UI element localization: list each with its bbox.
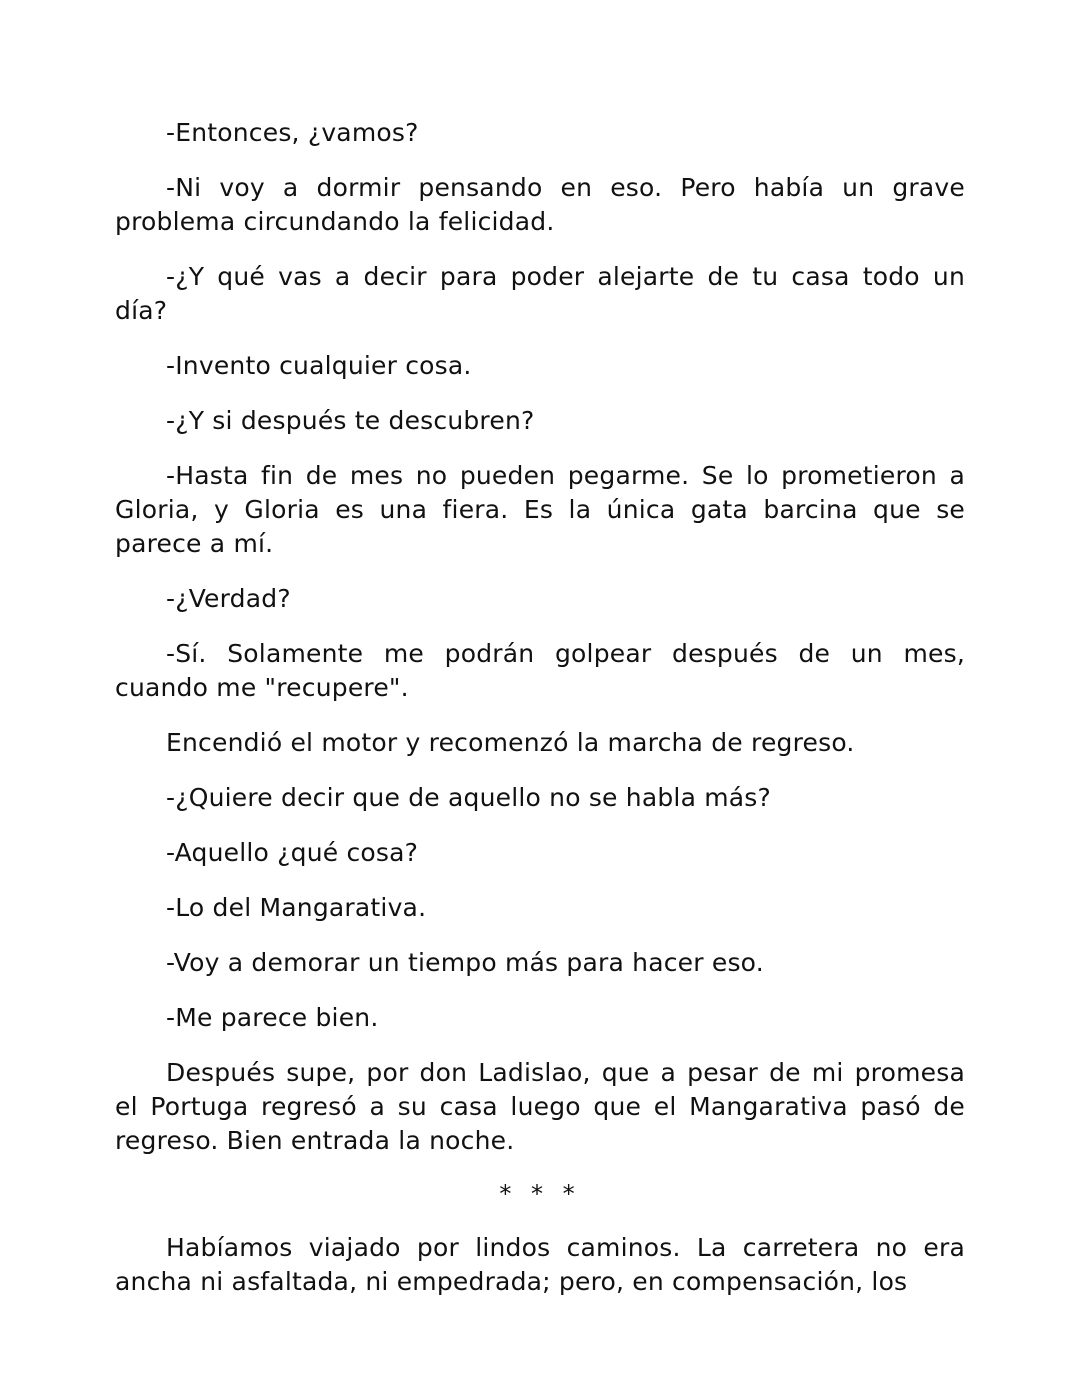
paragraph: -Invento cualquier cosa.	[166, 351, 472, 380]
paragraph: -¿Quiere decir que de aquello no se habla más?	[166, 783, 772, 812]
paragraph: -Ni voy a dormir pensando en eso. Pero había un grave problema circundando la felicidad.	[115, 173, 965, 236]
paragraph: Habíamos viajado por lindos caminos. La carretera no era ancha ni asfaltada, ni empedrada; pero, en compensación, los	[115, 1233, 965, 1296]
paragraph: -Sí. Solamente me podrán golpear después de un mes, cuando me "recupere".	[115, 639, 965, 702]
document-page	[115, 116, 965, 1320]
section-separator: * * *	[499, 1180, 581, 1208]
paragraph: -Voy a demorar un tiempo más para hacer eso.	[166, 948, 764, 977]
paragraph: Encendió el motor y recomenzó la marcha de regreso.	[166, 728, 855, 757]
paragraph: -Me parece bien.	[166, 1003, 379, 1032]
paragraph: -¿Y qué vas a decir para poder alejarte de tu casa todo un día?	[115, 262, 965, 325]
paragraph: -Entonces, ¿vamos?	[166, 118, 419, 147]
paragraph: -¿Y si después te descubren?	[166, 406, 535, 435]
paragraph: -Lo del Mangarativa.	[166, 893, 427, 922]
paragraph: -Aquello ¿qué cosa?	[166, 838, 419, 867]
paragraph: -Hasta fin de mes no pueden pegarme. Se lo prometieron a Gloria, y Gloria es una fiera. Es la única gata barcina que se parece a mí.	[115, 461, 965, 558]
paragraph: -¿Verdad?	[166, 584, 291, 613]
paragraph: Después supe, por don Ladislao, que a pesar de mi promesa el Portuga regresó a su casa luego que el Mangarativa pasó de regreso. Bien entrada la noche.	[115, 1058, 965, 1155]
